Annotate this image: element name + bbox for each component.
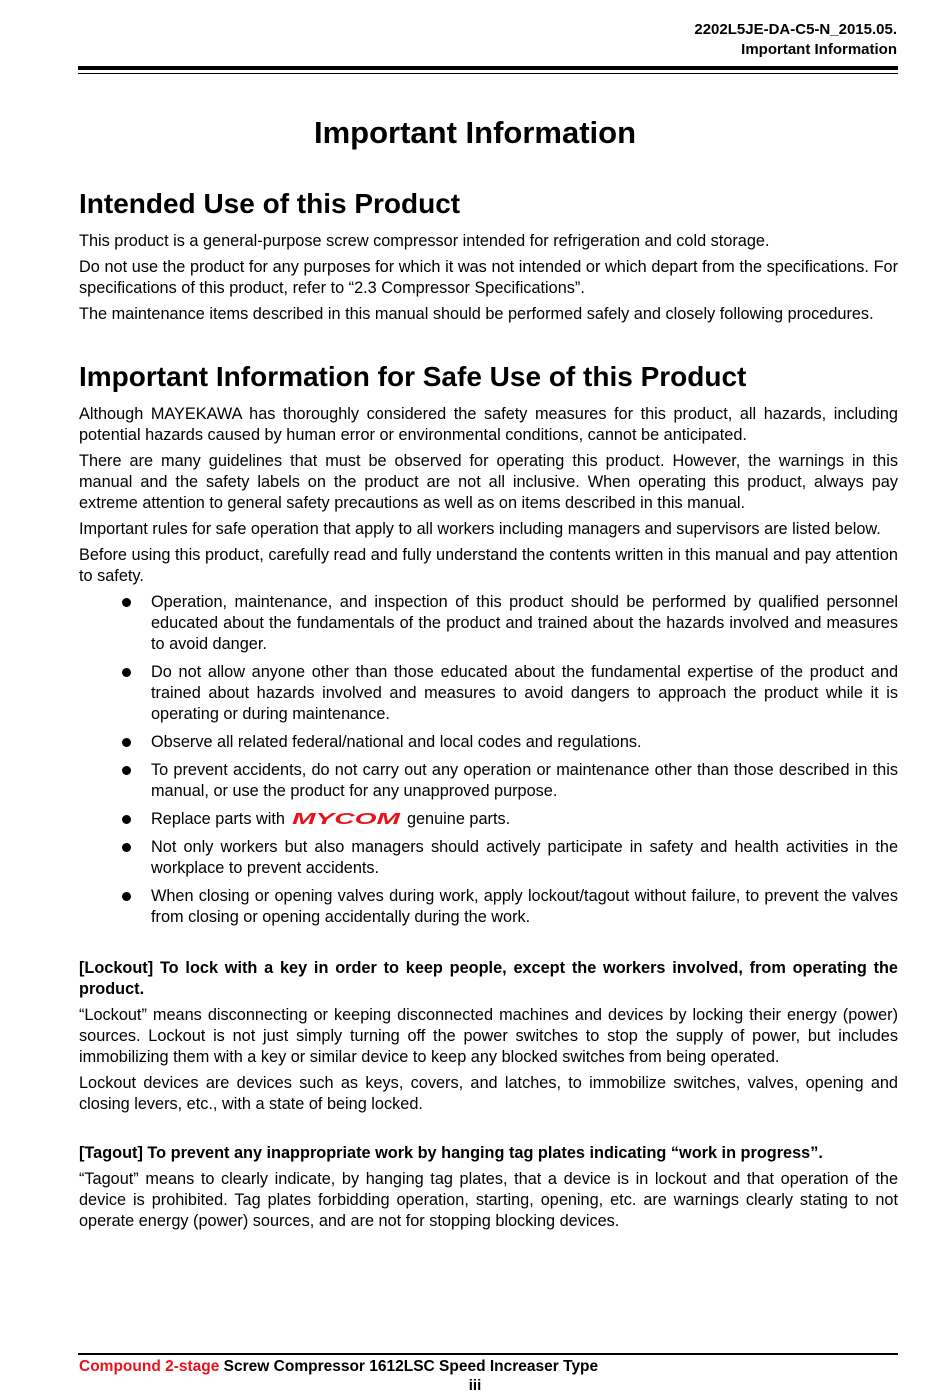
header-section-name: Important Information — [741, 41, 897, 58]
list-item: Not only workers but also managers should actively participate in safety and health activities in the workplace to prevent accidents. — [79, 837, 898, 879]
paragraph: Before using this product, carefully read and fully understand the contents written in this manual and pay attention to safety. — [79, 546, 898, 585]
bullet-icon — [122, 738, 131, 747]
bullet-icon — [122, 766, 131, 775]
page-content — [79, 186, 898, 1237]
paragraph: Do not use the product for any purposes for which it was not intended or which depart from the specifications. For specifications of this product, refer to “2.3 Compressor Specifications”. — [79, 258, 898, 297]
bullet-icon — [122, 815, 131, 824]
page-number: iii — [468, 1377, 482, 1394]
footer-rule — [78, 1353, 898, 1355]
paragraph: Although MAYEKAWA has thoroughly considered the safety measures for this product, all hazards, including potential hazards caused by human error or environmental conditions, cannot be anticipated. — [79, 405, 898, 444]
paragraph: Lockout devices are devices such as keys, covers, and latches, to immobilize switches, valves, opening and closing levers, etc., with a state of being locked. — [79, 1074, 898, 1113]
list-item: To prevent accidents, do not carry out any operation or maintenance other than those described in this manual, or use the product for any unapproved purpose. — [79, 760, 898, 802]
section-heading-safe-use: Important Information for Safe Use of this Product — [79, 361, 747, 392]
lockout-heading: [Lockout] To lock with a key in order to keep people, except the workers involved, from operating the product. — [79, 959, 898, 998]
bullet-icon — [122, 843, 131, 852]
header-rule-thin — [78, 73, 898, 74]
bullet-icon — [122, 892, 131, 901]
doc-code: 2202L5JE-DA-C5-N_2015.05. — [694, 21, 897, 38]
paragraph: Important rules for safe operation that apply to all workers including managers and supervisors are listed below. — [79, 520, 881, 538]
paragraph: The maintenance items described in this manual should be performed safely and closely following procedures. — [79, 305, 874, 323]
mycom-logo — [291, 811, 401, 826]
page-title: Important Information — [313, 115, 637, 150]
bullet-icon — [122, 668, 131, 677]
safety-rules-list — [79, 592, 898, 928]
section-heading-intended-use: Intended Use of this Product — [79, 188, 461, 219]
list-item: Replace parts with MYCOM genuine parts. — [79, 809, 898, 830]
list-item: Operation, maintenance, and inspection of this product should be performed by qualified personnel educated about the fundamentals of the product and trained about the hazards involved and measures to avoid danger. — [79, 592, 898, 655]
paragraph: “Lockout” means disconnecting or keeping disconnected machines and devices by locking their energy (power) sources. Lockout is not just simply turning off the power switches to stop the supply of power, but includes immobilizing them with a key or similar device to keep any blocked switches from being operated. — [79, 1006, 898, 1066]
footer-product-text: Screw Compressor 1612LSC Speed Increaser Type — [219, 1358, 599, 1375]
footer-title — [79, 1357, 598, 1377]
header-rule-thick — [78, 66, 898, 70]
tagout-heading: [Tagout] To prevent any inappropriate work by hanging tag plates indicating “work in progress”. — [79, 1144, 823, 1162]
footer-red-text: Compound 2-stage — [79, 1358, 220, 1375]
svg-text:MYCOM: MYCOM — [291, 811, 401, 826]
running-header — [694, 20, 897, 60]
list-item: When closing or opening valves during work, apply lockout/tagout without failure, to prevent the valves from closing or opening accidentally during the work. — [79, 886, 898, 928]
paragraph: “Tagout” means to clearly indicate, by hanging tag plates, that a device is in lockout and that operation of the device is prohibited. Tag plates forbidding operation, starting, opening, etc. are warnings clearly stating to not operate energy (power) sources, and are not for stopping blocking devices. — [79, 1170, 898, 1230]
list-item: Observe all related federal/national and local codes and regulations. — [79, 732, 898, 753]
paragraph: This product is a general-purpose screw compressor intended for refrigeration and cold storage. — [79, 232, 770, 250]
bullet-icon — [122, 598, 131, 607]
paragraph: There are many guidelines that must be observed for operating this product. However, the warnings in this manual and the safety labels on the product are not all inclusive. When operating this product, always pay extreme attention to general safety precautions as well as on items described in this manual. — [79, 452, 898, 512]
list-item: Do not allow anyone other than those educated about the fundamental expertise of the product and trained about hazards involved and measures to avoid dangers to approach the product while it is operating or during maintenance. — [79, 662, 898, 725]
